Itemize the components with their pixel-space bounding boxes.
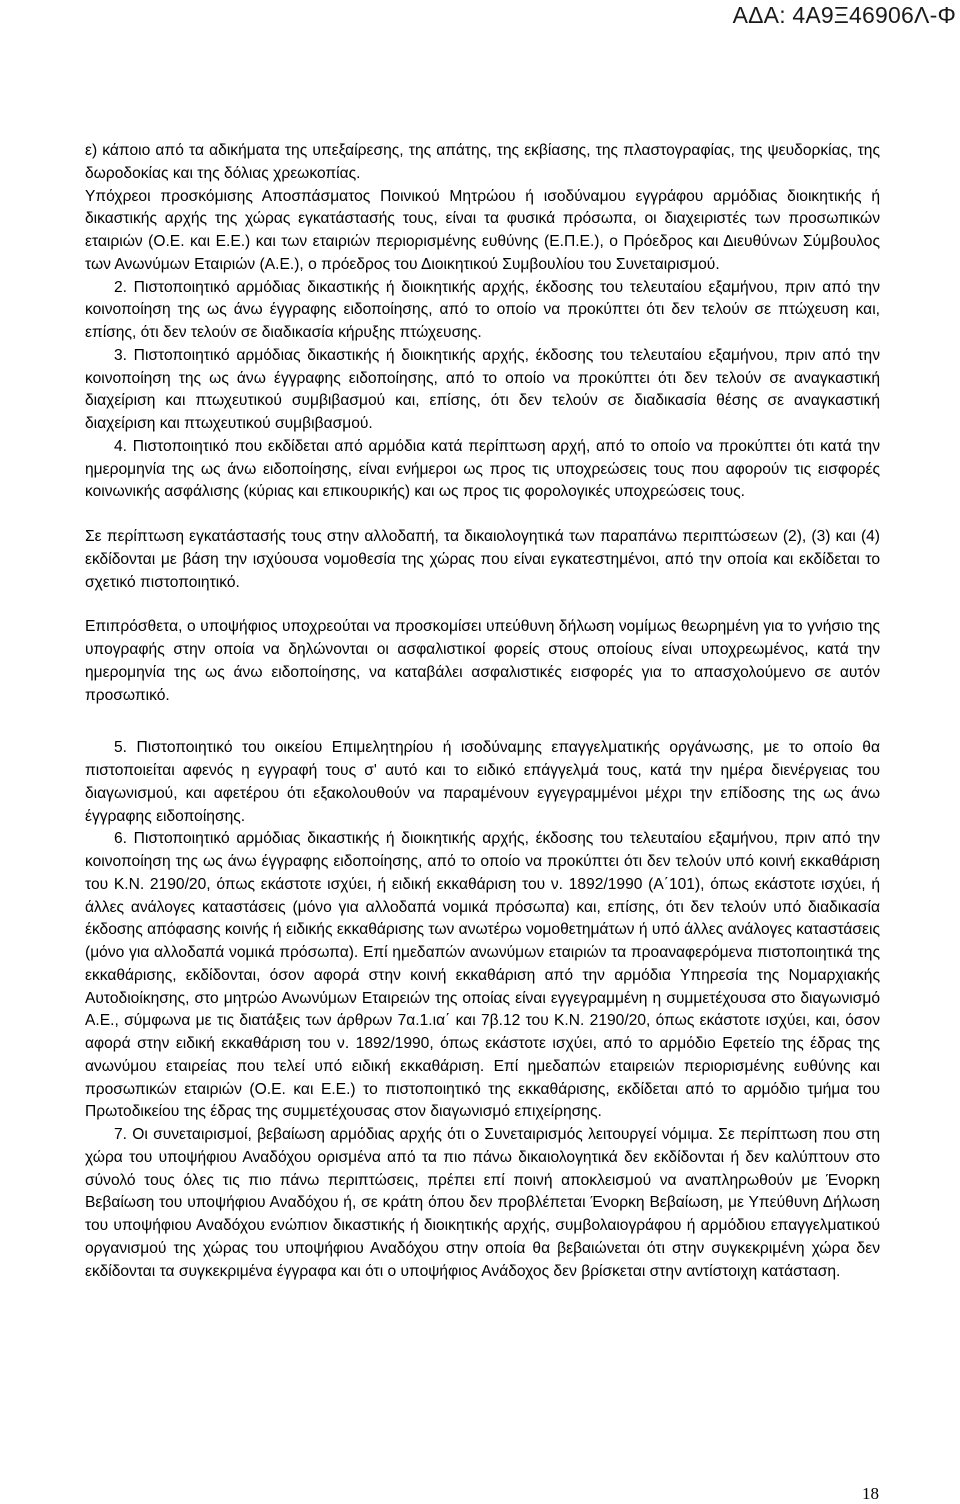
paragraph-item-3-receivership: 3. Πιστοποιητικό αρμόδιας δικαστικής ή διοικητικής αρχής, έκδοσης του τελευταίου εξαμήνου, πριν από την κοινοποίηση της ως άνω έγγραφης ειδοποίησης, από το οποίο να προκύπτει ότι δεν τελούν σε αναγκαστική διαχείριση και πτωχευτικού συμβιβασμού και, επίσης, ότι δεν τελούν σε διαδικασία θέσης σε αναγκαστική διαχείριση και πτωχευτικού συμβιβασμού. [85, 346, 880, 432]
paragraph-offence-e: ε) κάποιο από τα αδικήματα της υπεξαίρεσης, της απάτης, της εκβίασης, της πλαστογραφίας, της ψευδορκίας, της δωροδοκίας και της δόλιας χρεωκοπίας. [85, 142, 880, 182]
paragraph-solemn-declaration: Επιπρόσθετα, ο υποψήφιος υποχρεούται να προσκομίσει υπεύθυνη δήλωση νομίμως θεωρημένη για το γνήσιο της υπογραφής στην οποία να δηλώνονται οι ασφαλιστικοί φορείς στους οποίους είναι υποχρεωμένος, κατά την ημερομηνία της ως άνω ειδοποίησης, να καταβάλει ασφαλιστικές εισφορές για το απασχολούμενο σε αυτόν προσωπικό. [85, 618, 880, 704]
page-number: 18 [862, 1484, 879, 1503]
document-body [85, 140, 880, 1283]
paragraph-foreign-establishment: Σε περίπτωση εγκατάστασής τους στην αλλοδαπή, τα δικαιολογητικά των παραπάνω περιπτώσεων (2), (3) και (4) εκδίδονται με βάση την ισχύουσα νομοθεσία της χώρας που είναι εγκατεστημένοι, από την οποία και εκδίδεται το σχετικό πιστοποιητικό. [85, 528, 880, 591]
paragraph-criminal-record-obligees: Υπόχρεοι προσκόμισης Αποσπάσματος Ποινικού Μητρώου ή ισοδύναμου εγγράφου αρμόδιας διοικητικής ή δικαστικής αρχής της χώρας εγκατάστασής τους, είναι τα φυσικά πρόσωπα, οι διαχειριστές των προσωπικών εταιριών (Ο.Ε. και Ε.Ε.) και των εταιριών περιορισμένης ευθύνης (Ε.Π.Ε.), ο Πρόεδρος και Διευθύνων Σύμβουλος των Ανωνύμων Εταιριών (Α.Ε.), ο πρόεδρος του Διοικητικού Συμβουλίου του Συνεταιρισμού. [85, 187, 880, 273]
paragraph-item-5-chamber: 5. Πιστοποιητικό του οικείου Επιμελητηρίου ή ισοδύναμης επαγγελματικής οργάνωσης, με το οποίο θα πιστοποιείται αφενός η εγγραφή τους σ' αυτό και το ειδικό επάγγελμά τους, κατά την ημέρα διενέργειας του διαγωνισμού, και αφετέρου ότι εξακολουθούν να παραμένουν εγγεγραμμένοι μέχρι την επίδοσης της ως άνω έγγραφης ειδοποίησης. [85, 739, 880, 825]
ada-code-header: ΑΔΑ: 4Α9Ξ46906Λ-Φ [732, 2, 956, 28]
paragraph-item-7-cooperatives: 7. Οι συνεταιρισμοί, βεβαίωση αρμόδιας αρχής ότι ο Συνεταιρισμός λειτουργεί νόμιμα. Σε περίπτωση που στη χώρα του υποψήφιου Αναδόχου ορισμένα από τα πιο πάνω δικαιολογητικά δεν εκδίδονται ή δεν καλύπτουν στο σύνολό τους όλες τις πιο πάνω περιπτώσεις, πρέπει επί ποινή αποκλεισμού να αναπληρωθούν με Ένορκη Βεβαίωση του υποψήφιου Αναδόχου ή, σε κράτη όπου δεν προβλέπεται Ένορκη Βεβαίωση, με Υπεύθυνη Δήλωση του υποψήφιου Αναδόχου ενώπιον δικαστικής ή διοικητικής αρχής, συμβολαιογράφου ή αρμόδιου επαγγελματικού οργανισμού της χώρας του υποψήφιου Αναδόχου στην οποία θα βεβαιώνεται ότι στην συγκεκριμένη χώρα δεν εκδίδονται τα συγκεκριμένα έγγραφα και ότι ο υποψήφιος Ανάδοχος δεν βρίσκεται στην αντίστοιχη κατάσταση. [85, 1126, 880, 1280]
paragraph-item-6-liquidation: 6. Πιστοποιητικό αρμόδιας δικαστικής ή διοικητικής αρχής, έκδοσης του τελευταίου εξαμήνου, πριν από την κοινοποίηση της ως άνω έγγραφης ειδοποίησης, από το οποίο να προκύπτει ότι δεν τελούν υπό κοινή εκκαθάριση του Κ.Ν. 2190/20, όπως εκάστοτε ισχύει, ή ειδική εκκαθάριση του ν. 1892/1990 (Α΄101), όπως εκάστοτε ισχύει, ή άλλες ανάλογες καταστάσεις (μόνο για αλλοδαπά νομικά πρόσωπα) και, επίσης, ότι δεν τελούν υπό διαδικασία έκδοσης απόφασης κοινής ή ειδικής εκκαθάρισης των ανωτέρω νομοθετημάτων ή υπό άλλες ανάλογες καταστάσεις (μόνο για αλλοδαπά νομικά πρόσωπα). Επί ημεδαπών ανωνύμων εταιριών τα προαναφερόμενα πιστοποιητικά της εκκαθάρισης, εκδίδονται, όσον αφορά στην κοινή εκκαθάριση από την αρμόδια Υπηρεσία της Νομαρχιακής Αυτοδιοίκησης, στο μητρώο Ανωνύμων Εταιρειών της οποίας είναι εγγεγραμμένη η συμμετέχουσα στο διαγωνισμό Α.Ε., σύμφωνα με τις διατάξεις των άρθρων 7α.1.ια΄ και 7β.12 του Κ.Ν. 2190/20, όπως εκάστοτε ισχύει, και, όσον αφορά στην ειδική εκκαθάριση του ν. 1892/1990, όπως εκάστοτε ισχύει, από το αρμόδιο Εφετείο της έδρας της ανωνύμου εταιρείας που τελεί υπό ειδική εκκαθάριση. Επί ημεδαπών εταιρειών περιορισμένης ευθύνης και προσωπικών εταιριών (Ο.Ε. και Ε.Ε.) το πιστοποιητικό της εκκαθάρισης, εκδίδεται από το αρμόδιο τμήμα του Πρωτοδικείου της έδρας της συμμετέχουσας στον διαγωνισμό επιχείρησης. [85, 830, 880, 1121]
paragraph-item-4-social-security: 4. Πιστοποιητικό που εκδίδεται από αρμόδια κατά περίπτωση αρχή, από το οποίο να προκύπτει ότι κατά την ημερομηνία της ως άνω ειδοποίησης, είναι ενήμεροι ως προς τις υποχρεώσεις τους που αφορούν τις εισφορές κοινωνικής ασφάλισης (κύριας και επικουρικής) και ως προς τις φορολογικές υποχρεώσεις τους. [85, 437, 880, 501]
paragraph-item-2-bankruptcy: 2. Πιστοποιητικό αρμόδιας δικαστικής ή διοικητικής αρχής, έκδοσης του τελευταίου εξαμήνου, πριν από την κοινοποίηση της ως άνω έγγραφης ειδοποίησης, από το οποίο να προκύπτει ότι δεν τελούν σε πτώχευση και, επίσης, ότι δεν τελούν σε διαδικασία κήρυξης πτώχευσης. [85, 278, 880, 341]
